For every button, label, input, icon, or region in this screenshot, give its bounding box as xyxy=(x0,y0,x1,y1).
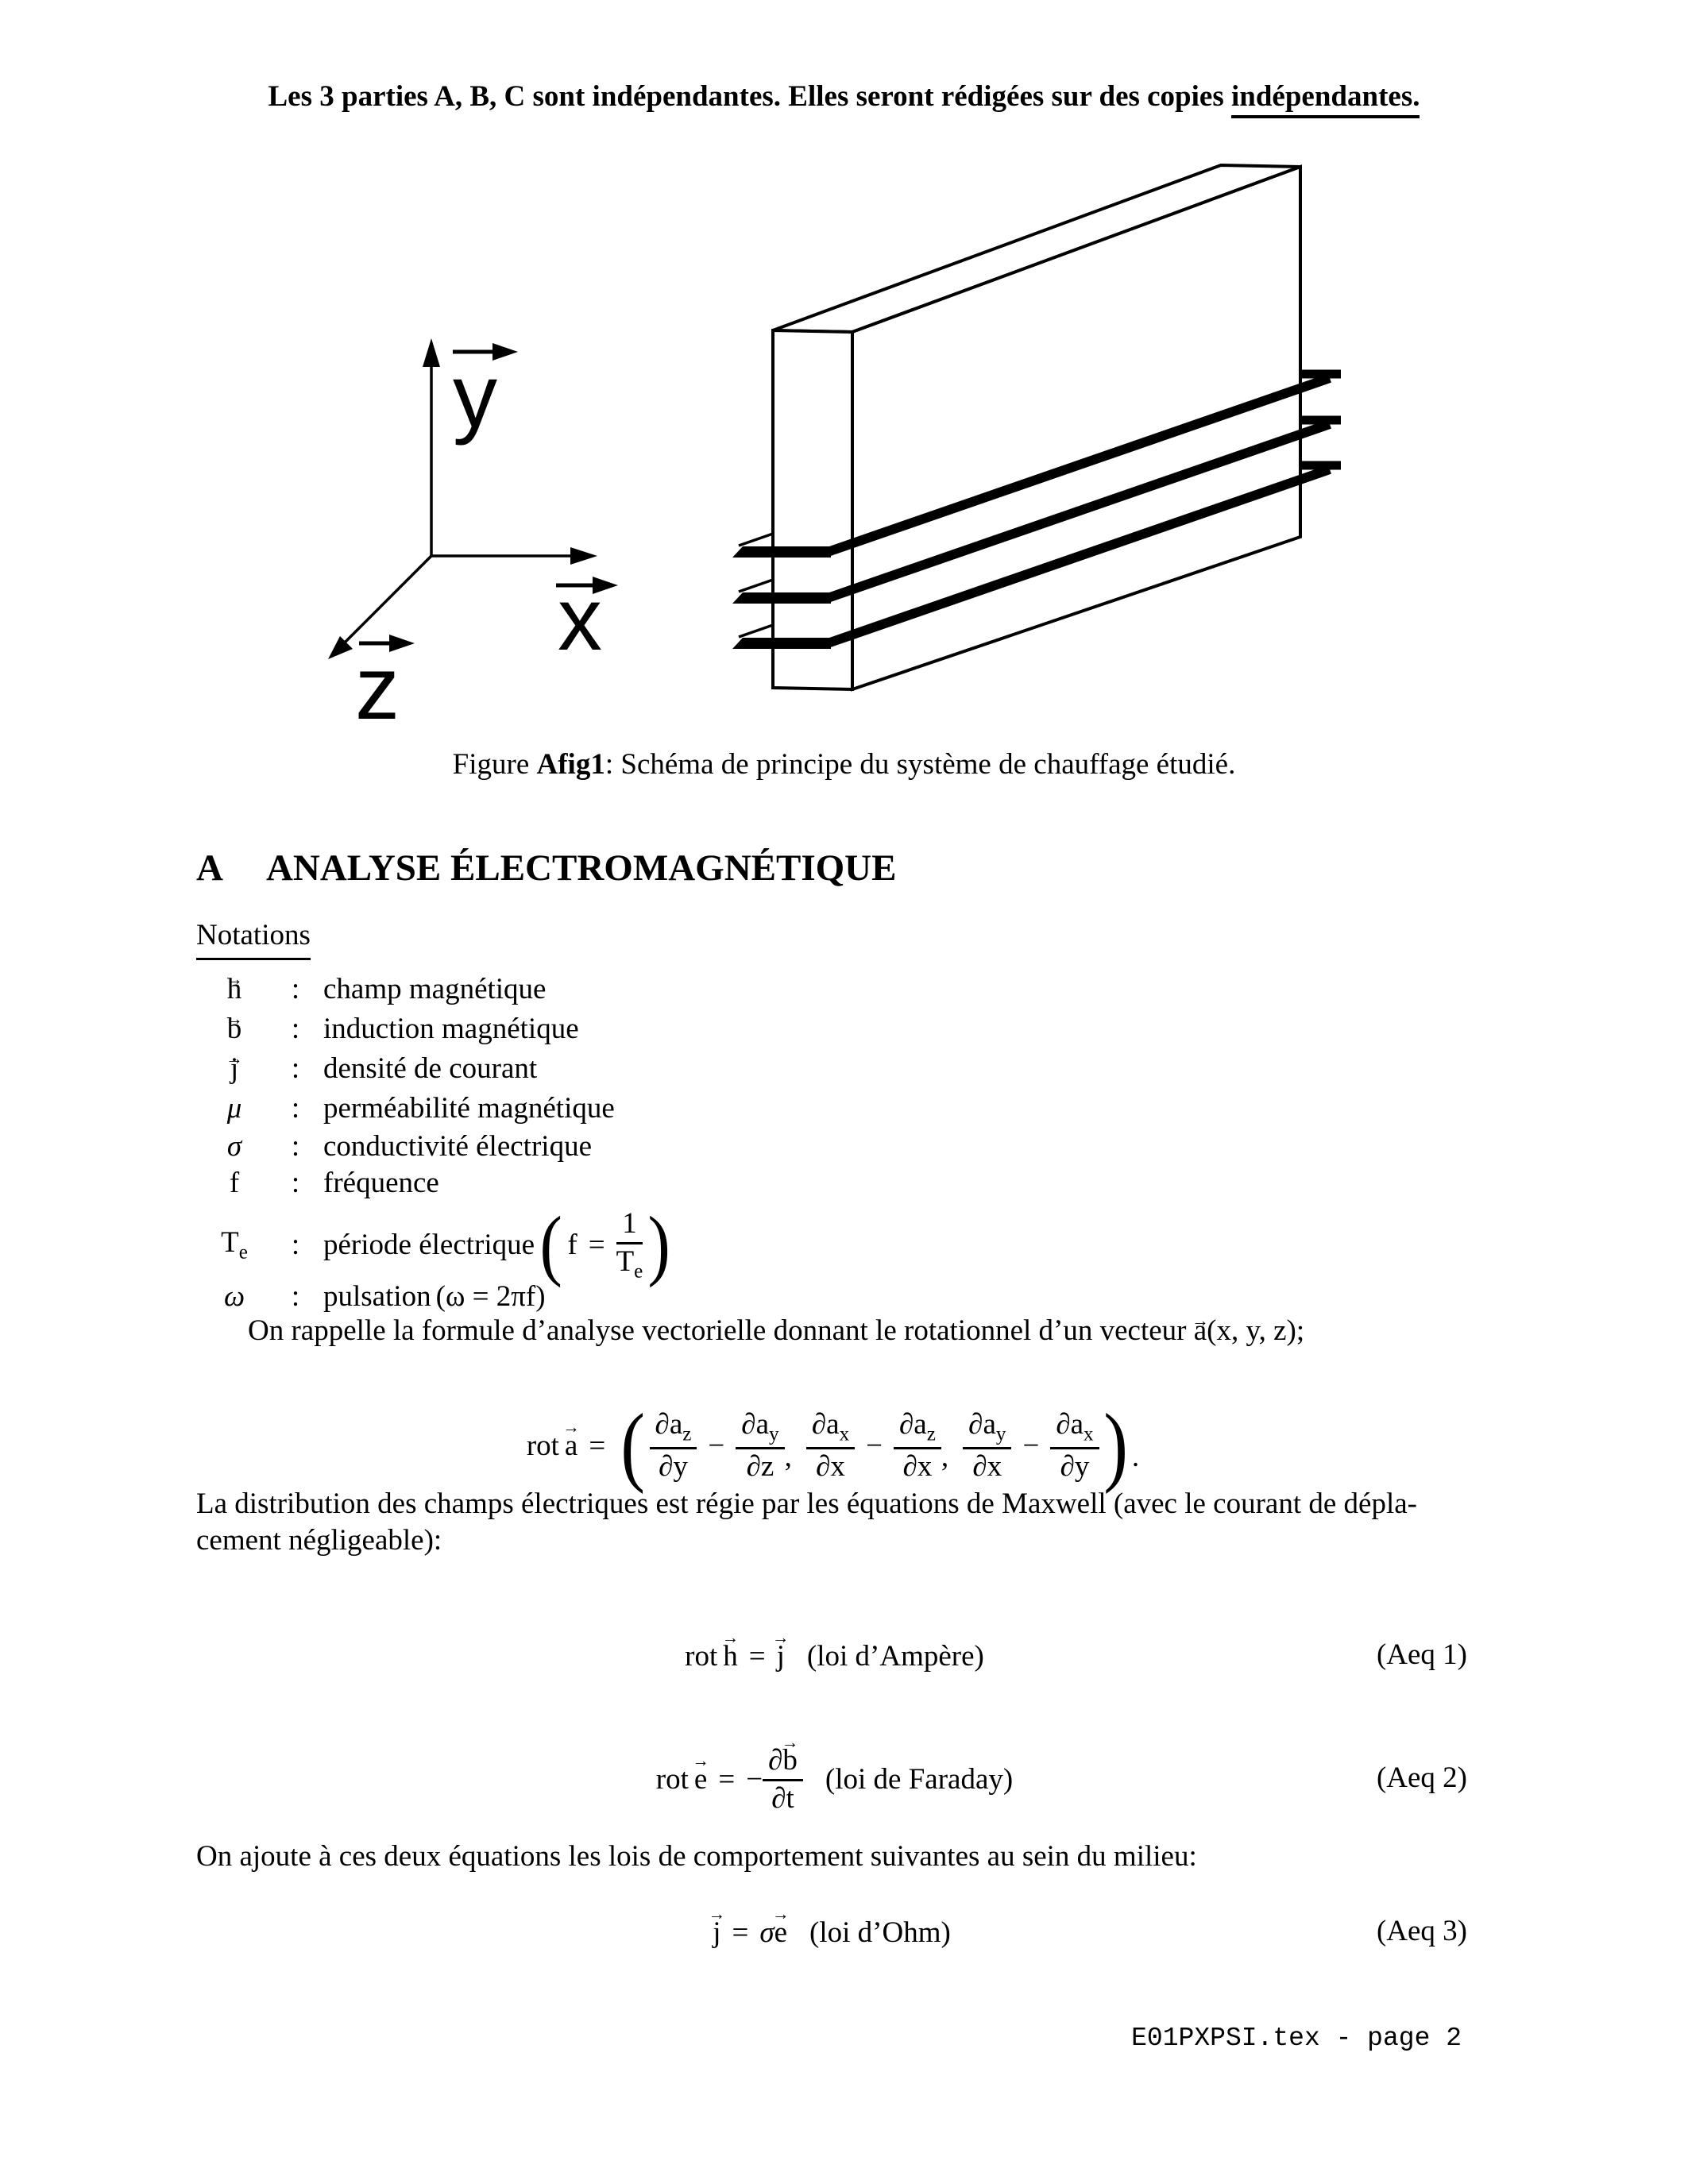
slab xyxy=(773,165,1300,689)
notations-title xyxy=(196,916,311,960)
section-heading xyxy=(196,847,896,889)
equation-tag: (Aeq 2) xyxy=(1376,1761,1467,1794)
notation-description: perméabilité magnétique xyxy=(323,1092,615,1125)
notation-row xyxy=(196,1010,579,1048)
header-text: Les 3 parties A, B, C sont indépendantes. Elles seront rédigées sur des copies xyxy=(268,80,1231,113)
symbol-sigma: σ xyxy=(759,1916,774,1949)
paragraph-maxwell-line2: cement négligeable): xyxy=(196,1524,442,1557)
notation-description: conductivité électrique xyxy=(323,1130,592,1163)
symbol-f: f xyxy=(229,1167,240,1199)
minus-sign: − xyxy=(866,1429,883,1462)
page-footer: E01PXPSI.tex - page 2 xyxy=(1131,2024,1462,2053)
colon: : xyxy=(291,1130,300,1163)
paragraph-behavior: On ajoute à ces deux équations les lois de comportement suivantes au sein du milieu: xyxy=(196,1840,1197,1873)
symbol-b-vector: b → xyxy=(227,1010,242,1048)
equation-tag: (Aeq 3) xyxy=(1376,1914,1467,1947)
section-title: ANALYSE ÉLECTROMAGNÉTIQUE xyxy=(265,847,897,889)
y-axis-arrowhead xyxy=(423,338,440,367)
fraction-1-over-Te: $\frac{1}{T_e}$ xyxy=(616,1206,643,1283)
rot-operator: rot xyxy=(526,1429,559,1462)
vector-a: a → xyxy=(565,1429,577,1463)
notation-row xyxy=(196,1050,537,1088)
equals-sign: = xyxy=(718,1762,736,1796)
notation-description: densité de courant xyxy=(323,1052,538,1085)
partial-fraction: $\frac{\partial a_y}{\partial z}$ xyxy=(736,1408,784,1484)
colon: : xyxy=(291,973,300,1005)
equation-note: (loi de Faraday) xyxy=(825,1762,1014,1796)
symbol-j-vector: j → xyxy=(230,1050,238,1088)
header-underlined-text: indépendantes. xyxy=(1231,80,1420,118)
formula-f: f xyxy=(567,1228,577,1261)
minus-sign: − xyxy=(708,1429,725,1462)
partial-fraction: $\frac{\partial a_z}{\partial x}$ xyxy=(894,1408,941,1484)
figure-afig1 xyxy=(0,0,1688,810)
caption-figure-label: Afig1 xyxy=(536,748,605,781)
caption-prefix: Figure xyxy=(452,748,537,781)
x-axis-label: x xyxy=(558,569,602,669)
colon: : xyxy=(291,1280,300,1313)
z-axis-label: z xyxy=(355,639,400,738)
notation-description: période électrique xyxy=(323,1228,535,1261)
equation-note: (loi d’Ohm) xyxy=(809,1916,951,1949)
z-axis xyxy=(342,556,431,646)
partial-fraction: $\frac{\partial a_y}{\partial x}$ xyxy=(963,1408,1011,1484)
equals-sign: = xyxy=(732,1916,749,1949)
conductor-left-stub xyxy=(732,592,831,604)
symbol-Te: $T_e$ xyxy=(221,1225,248,1264)
notation-row-pulsation xyxy=(196,1278,546,1316)
vector-a: a → xyxy=(1194,1312,1207,1350)
equals-sign: = xyxy=(588,1228,605,1261)
section-letter: A xyxy=(196,847,223,889)
partial-fraction: $\frac{\partial a_z}{\partial y}$ xyxy=(650,1408,697,1484)
conductor-left-stub xyxy=(732,546,831,558)
rot-formula: rot a → = ( $\frac{\partial a_z}{\partial y}$ − $\frac{\partial a_y}{\partial z}$ , $\frac{\partial a_x}{\partial x}$ − $\frac{\partial a_z}{\partial x}$ , $\frac{\partial a_y}{\partial x}$ − $\frac{\partial a_x}{\partial y}$ ) . xyxy=(196,1394,1467,1497)
symbol-sigma: σ xyxy=(226,1130,242,1163)
rot-operator: rot xyxy=(685,1639,718,1673)
notation-description: champ magnétique xyxy=(323,973,547,1005)
symbol-omega: ω xyxy=(223,1280,245,1313)
x-axis-arrowhead xyxy=(570,547,597,565)
caption-rest: : Schéma de principe du système de chauffage étudié. xyxy=(605,748,1236,781)
colon: : xyxy=(291,1092,300,1125)
figure-caption xyxy=(0,746,1688,784)
colon: : xyxy=(291,1013,300,1045)
equation-note: (loi d’Ampère) xyxy=(806,1639,984,1673)
vector-j: j → xyxy=(713,1916,720,1950)
db-dt-fraction: $\frac{\partial b \to}{\partial t}$ xyxy=(763,1744,803,1815)
symbol-mu: μ xyxy=(226,1092,242,1125)
notation-row xyxy=(196,970,546,1009)
colon: : xyxy=(291,1167,300,1199)
notation-row xyxy=(196,1090,615,1128)
minus-sign: − xyxy=(1022,1429,1040,1462)
equals-sign: = xyxy=(589,1429,606,1462)
notation-description: pulsation xyxy=(323,1280,431,1313)
paragraph-maxwell-line1: La distribution des champs électriques est régie par les équations de Maxwell (avec le courant de dépla- xyxy=(196,1488,1417,1520)
partial-fraction: $\frac{\partial a_x}{\partial x}$ xyxy=(806,1408,855,1484)
conductor-return-edge xyxy=(739,580,773,592)
conductor-return-edge xyxy=(739,534,773,546)
equation-tag: (Aeq 1) xyxy=(1376,1638,1467,1671)
notation-row xyxy=(196,1128,592,1166)
pulsation-formula: (ω = 2πf) xyxy=(435,1280,546,1313)
conductor-left-stub xyxy=(732,638,831,649)
colon: : xyxy=(291,1228,300,1261)
notation-row-period: $T_e$ : période électrique ( f = $\frac{1}{T_e}$ ) xyxy=(196,1195,676,1294)
rot-operator: rot xyxy=(655,1762,689,1796)
vector-e: e → xyxy=(774,1916,787,1950)
paragraph-recall: On rappelle la formule d’analyse vectorielle donnant le rotationnel d’un vecteur a →(x, y, z); xyxy=(248,1312,1304,1350)
notation-description: fréquence xyxy=(323,1167,439,1199)
period: . xyxy=(1131,1440,1140,1473)
vector-e: e → xyxy=(694,1762,707,1796)
equation-ohm xyxy=(196,1908,1467,1956)
vector-j: j → xyxy=(777,1639,785,1673)
vector-b: b → xyxy=(782,1745,798,1777)
partial-fraction: $\frac{\partial a_x}{\partial y}$ xyxy=(1050,1408,1099,1484)
vector-h: h → xyxy=(723,1639,738,1673)
comma: , xyxy=(941,1440,949,1473)
symbol-h-vector: h → xyxy=(227,970,242,1009)
equals-sign: = xyxy=(748,1639,766,1673)
equation-faraday xyxy=(196,1727,1467,1831)
conductor-return-edge xyxy=(739,625,773,637)
colon: : xyxy=(291,1052,300,1085)
notation-description: induction magnétique xyxy=(323,1013,579,1045)
notations-title-text: Notations xyxy=(196,916,311,960)
equation-ampere xyxy=(196,1632,1467,1680)
y-axis-label: y xyxy=(453,346,497,446)
comma: , xyxy=(784,1440,792,1473)
minus-sign: − xyxy=(746,1762,763,1796)
